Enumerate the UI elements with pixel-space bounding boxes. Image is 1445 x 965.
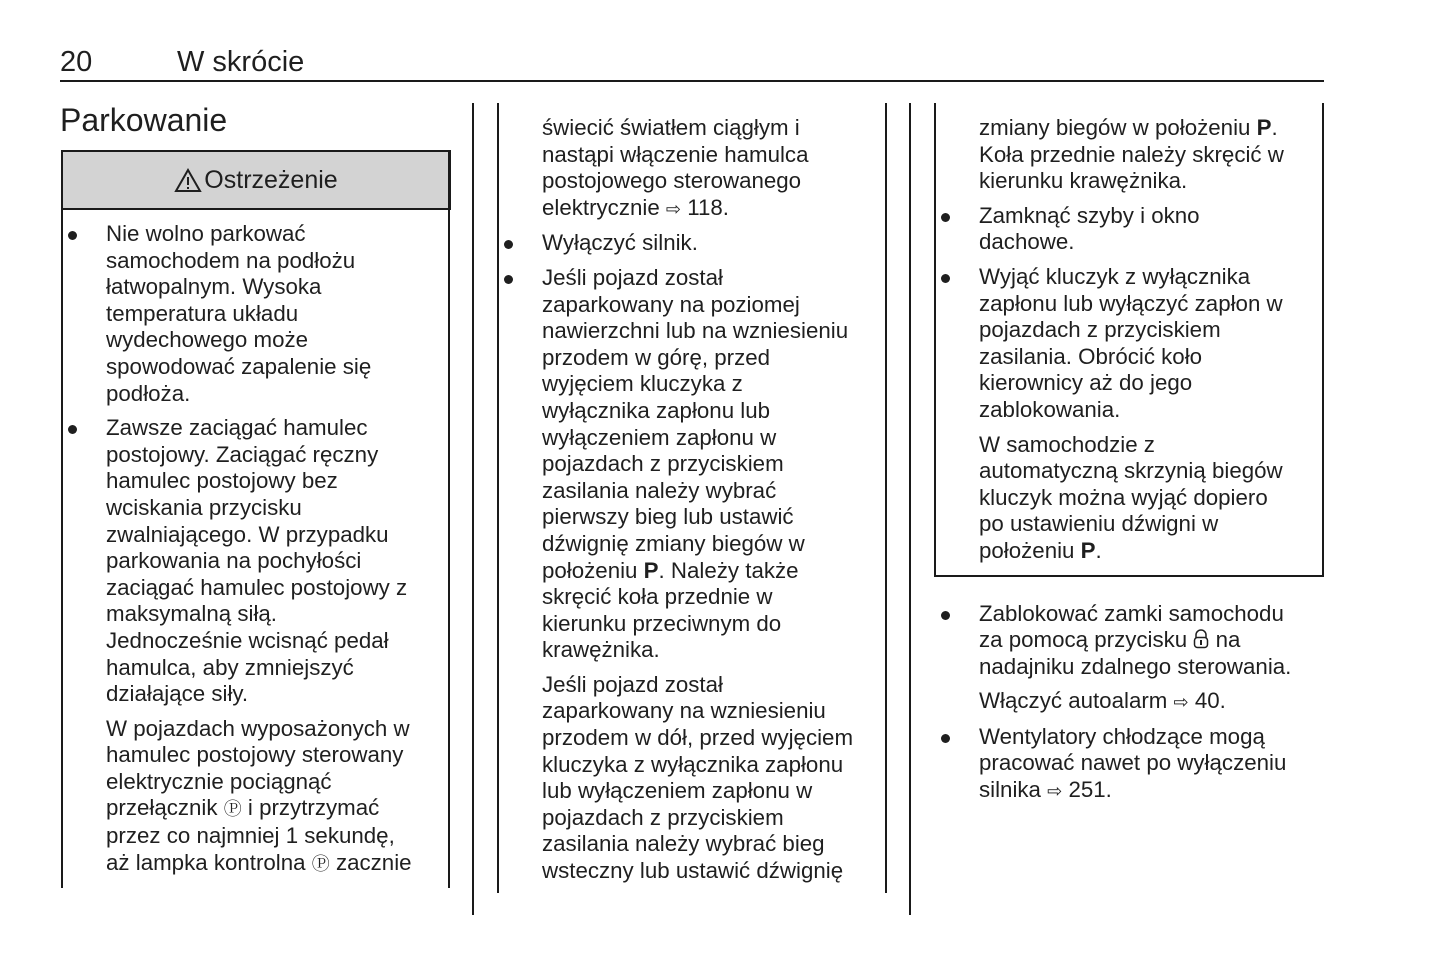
cross-reference-arrow-icon: ⇨ bbox=[665, 198, 682, 219]
parking-brake-indicator-icon: Ⓟ bbox=[311, 853, 330, 874]
cross-reference-arrow-icon: ⇨ bbox=[1047, 781, 1063, 802]
cross-reference-arrow-icon: ⇨ bbox=[1173, 692, 1189, 713]
warning-header bbox=[61, 150, 451, 210]
warning-bullet-flammable: Nie wolno parkować samochodem na podłożu łatwopalnym. Wysoka temperatura układu wydechowego może spowodować zapalenie się podłoża. bbox=[62, 221, 448, 407]
bullet-remove-key: Wyjąć kluczyk z wyłącznika zapłonu lub wyłączyć zapłon w pojazdach z przyciskiem zasilania. Obrócić koło kierownicy aż do jego zablokowania. bbox=[935, 264, 1321, 424]
bullet-icon bbox=[941, 734, 950, 743]
warning-title: Ostrzeżenie bbox=[204, 165, 338, 194]
warning-triangle-icon bbox=[174, 168, 202, 193]
running-header bbox=[60, 44, 1324, 82]
column-divider-2 bbox=[909, 103, 911, 915]
paragraph-automatic: W samochodzie z automatyczną skrzynią biegów kluczyk można wyjąć dopiero po ustawieniu dźwigni w położeniu P. bbox=[979, 431, 1283, 563]
paragraph-downhill: Jeśli pojazd został zaparkowany na wzniesieniu przodem w dół, przed wyjęciem kluczyka z wyłącznika zapłonu lub wyłączeniem zapłonu w pojazdach z przyciskiem zasilania należy wybrać bieg wsteczny lub ustawić dźwignię bbox=[542, 671, 854, 884]
warning-border-right-1 bbox=[448, 150, 450, 888]
warning-border-right-3 bbox=[1322, 103, 1324, 577]
page-reference-251[interactable]: 251 bbox=[1068, 777, 1106, 803]
bullet-close-windows: Zamknąć szyby i okno dachowe. bbox=[935, 203, 1321, 256]
warning-bullet-parking-brake: Zawsze zaciągać hamulec postojowy. Zaciągać ręczny hamulec postojowy bez wciskania przycisku zwalniającego. W przypadku parkowania na pochyłości zaciągać hamulec postojowy z maksymalną siłą. Jednocześnie wcisnąć pedał hamulca, aby zmniejszyć działające siły. bbox=[62, 415, 448, 708]
page-reference-40[interactable]: 40 bbox=[1194, 688, 1220, 714]
bullet-icon bbox=[941, 213, 950, 222]
section-title: Parkowanie bbox=[60, 102, 228, 138]
column-1 bbox=[62, 221, 448, 877]
bullet-level-or-uphill: Jeśli pojazd został zaparkowany na poziomej nawierzchni lub na wzniesieniu przodem w górę, przed wyjęciem kluczyka z wyłącznika zapłonu lub wyłączeniem zapłonu w pojazdach z przyciskiem zasilania należy wybrać pierwszy bieg lub ustawić dźwignię zmiany biegów w położeniu P. Należy także skręcić koła przednie w kierunku przeciwnym do krawężnika. bbox=[498, 265, 884, 664]
warning-border-right-2 bbox=[885, 103, 887, 893]
column-3 bbox=[935, 115, 1321, 805]
bullet-icon bbox=[504, 275, 513, 284]
paragraph-alarm: Włączyć autoalarm ⇨ 40. bbox=[979, 688, 1226, 714]
bullet-engine-off: Wyłączyć silnik. bbox=[498, 230, 884, 257]
lock-icon bbox=[1193, 629, 1209, 649]
page-number: 20 bbox=[60, 46, 93, 78]
bullet-lock-car: Zablokować zamki samochodu za pomocą przycisku na nadajniku zdalnego sterowania. bbox=[935, 601, 1321, 681]
paragraph-continued-3: zmiany biegów w położeniu P. Koła przednie należy skręcić w kierunku krawężnika. bbox=[979, 115, 1284, 194]
page-reference-118[interactable]: 118 bbox=[687, 194, 723, 220]
bullet-icon bbox=[941, 274, 950, 283]
parking-brake-icon: Ⓟ bbox=[223, 799, 242, 820]
column-2 bbox=[498, 115, 884, 885]
chapter-title: W skrócie bbox=[177, 46, 305, 78]
paragraph-continued: świecić światłem ciągłym i nastąpi włączenie hamulca postojowego sterowanego elektrycznie ⇨ 118. bbox=[542, 115, 809, 220]
paragraph-electric-brake: W pojazdach wyposażonych w hamulec postojowy sterowany elektrycznie pociągnąć przełącznik Ⓟ i przytrzymać przez co najmniej 1 sekundę, aż lampka kontrolna Ⓟ zacznie bbox=[106, 715, 412, 875]
bullet-icon bbox=[941, 611, 950, 620]
bullet-icon bbox=[504, 240, 513, 249]
bullet-icon bbox=[68, 425, 77, 434]
bullet-icon bbox=[68, 231, 77, 240]
column-divider-1 bbox=[472, 103, 474, 915]
bullet-cooling-fans: Wentylatory chłodzące mogą pracować nawet po wyłączeniu silnika ⇨ 251. bbox=[935, 724, 1321, 805]
